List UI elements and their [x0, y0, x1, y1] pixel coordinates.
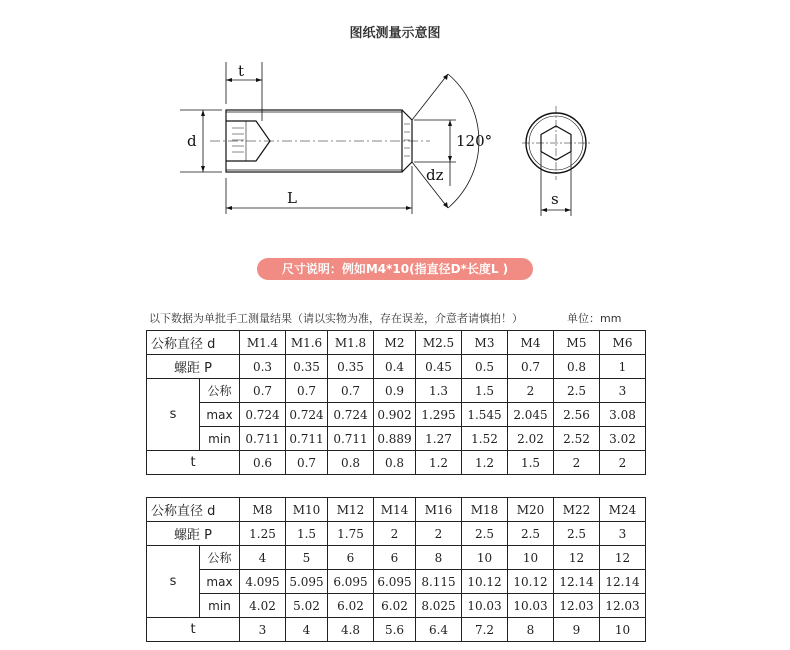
- table-cell: 2.02: [508, 427, 554, 451]
- table-cell: 10: [462, 546, 508, 570]
- table-cell: 0.711: [286, 427, 328, 451]
- table-cell: 1.5: [508, 451, 554, 475]
- table-cell: 4: [286, 618, 328, 642]
- min-header: min: [200, 427, 240, 451]
- label-t: t: [238, 62, 245, 80]
- table-cell: M1.6: [286, 331, 328, 355]
- table-cell: 2.5: [462, 522, 508, 546]
- table-cell: 1.5: [462, 379, 508, 403]
- table-row: [147, 331, 646, 355]
- spec-table-small: [146, 330, 646, 475]
- t-header: t: [147, 451, 240, 475]
- pitch-header: 螺距 P: [147, 522, 240, 546]
- screw-drawing: [0, 0, 790, 250]
- table-cell: 8: [416, 546, 462, 570]
- table-cell: 0.7: [286, 451, 328, 475]
- table-cell: M1.4: [240, 331, 286, 355]
- label-dz: dz: [426, 166, 444, 184]
- table-cell: 0.724: [240, 403, 286, 427]
- label-L: L: [287, 189, 297, 207]
- table-cell: 2.52: [554, 427, 600, 451]
- table-cell: 8.025: [416, 594, 462, 618]
- table-cell: M4: [508, 331, 554, 355]
- table-cell: 0.7: [240, 379, 286, 403]
- table-cell: 5: [286, 546, 328, 570]
- table-row: [147, 594, 646, 618]
- table-cell: 12.14: [600, 570, 646, 594]
- table-cell: 1.545: [462, 403, 508, 427]
- table-cell: 10.03: [462, 594, 508, 618]
- table-cell: 3: [240, 618, 286, 642]
- table-cell: 6.095: [328, 570, 374, 594]
- table-cell: 1.5: [286, 522, 328, 546]
- table-cell: 2: [554, 451, 600, 475]
- table-cell: M12: [328, 498, 374, 522]
- table-cell: 0.902: [374, 403, 416, 427]
- table-cell: 8.115: [416, 570, 462, 594]
- label-s: s: [551, 190, 559, 208]
- table-cell: M3: [462, 331, 508, 355]
- table-cell: 1.25: [240, 522, 286, 546]
- max-header: max: [200, 570, 240, 594]
- table-cell: 4.8: [328, 618, 374, 642]
- table-cell: 1.2: [462, 451, 508, 475]
- table-cell: 0.5: [462, 355, 508, 379]
- table-cell: 6: [374, 546, 416, 570]
- table-cell: 4.02: [240, 594, 286, 618]
- table-cell: 1.2: [416, 451, 462, 475]
- table-cell: 3: [600, 379, 646, 403]
- table-cell: 12.03: [600, 594, 646, 618]
- table-cell: 0.8: [554, 355, 600, 379]
- table-cell: 3: [600, 522, 646, 546]
- table-row: [147, 355, 646, 379]
- table-cell: M2.5: [416, 331, 462, 355]
- table-cell: 0.4: [374, 355, 416, 379]
- table-cell: M16: [416, 498, 462, 522]
- table-cell: 10.03: [508, 594, 554, 618]
- table-row: [147, 451, 646, 475]
- table-row: [147, 570, 646, 594]
- table-cell: 5.6: [374, 618, 416, 642]
- table-cell: 0.45: [416, 355, 462, 379]
- table-cell: 0.7: [328, 379, 374, 403]
- nominal-header: 公称: [200, 379, 240, 403]
- table-row: [147, 546, 646, 570]
- table-row: [147, 427, 646, 451]
- diameter-header: 公称直径 d: [147, 498, 240, 522]
- table-cell: 5.02: [286, 594, 328, 618]
- table-cell: 12: [600, 546, 646, 570]
- table-cell: 1.295: [416, 403, 462, 427]
- spec-table-large: [146, 497, 646, 642]
- table-cell: 0.35: [328, 355, 374, 379]
- table-row: [147, 618, 646, 642]
- table-cell: M2: [374, 331, 416, 355]
- table-cell: 6.02: [374, 594, 416, 618]
- table-cell: 8: [508, 618, 554, 642]
- measurement-note: 以下数据为单批手工测量结果（请以实物为准，存在误差，介意者请慎拍！）: [149, 312, 523, 325]
- diameter-header: 公称直径 d: [147, 331, 240, 355]
- table-row: [147, 379, 646, 403]
- pitch-header: 螺距 P: [147, 355, 240, 379]
- table-cell: 1.3: [416, 379, 462, 403]
- max-header: max: [200, 403, 240, 427]
- table-cell: 0.8: [328, 451, 374, 475]
- table-cell: M22: [554, 498, 600, 522]
- table-cell: 2: [416, 522, 462, 546]
- table-cell: 0.9: [374, 379, 416, 403]
- size-explanation-banner: 尺寸说明：例如M4*10(指直径D*长度L ): [257, 258, 533, 280]
- table-cell: 1.27: [416, 427, 462, 451]
- table-cell: 0.6: [240, 451, 286, 475]
- table-cell: M18: [462, 498, 508, 522]
- s-header: s: [147, 379, 200, 451]
- table-cell: 10.12: [508, 570, 554, 594]
- table-cell: 0.3: [240, 355, 286, 379]
- table-row: [147, 498, 646, 522]
- table-cell: M10: [286, 498, 328, 522]
- table-cell: 6.4: [416, 618, 462, 642]
- table-cell: 6.095: [374, 570, 416, 594]
- table-cell: M5: [554, 331, 600, 355]
- table-cell: M6: [600, 331, 646, 355]
- table-cell: 2.56: [554, 403, 600, 427]
- table-cell: 3.08: [600, 403, 646, 427]
- table-cell: M1.8: [328, 331, 374, 355]
- table-cell: 0.724: [328, 403, 374, 427]
- table-cell: 10: [508, 546, 554, 570]
- table-cell: 12.14: [554, 570, 600, 594]
- table-cell: 2: [508, 379, 554, 403]
- table-cell: 12: [554, 546, 600, 570]
- s-header: s: [147, 546, 200, 618]
- table-cell: 0.7: [508, 355, 554, 379]
- table-cell: 6: [328, 546, 374, 570]
- table-row: [147, 522, 646, 546]
- table-cell: 6.02: [328, 594, 374, 618]
- table-cell: M14: [374, 498, 416, 522]
- min-header: min: [200, 594, 240, 618]
- table-cell: 0.8: [374, 451, 416, 475]
- table-cell: 0.889: [374, 427, 416, 451]
- table-cell: 3.02: [600, 427, 646, 451]
- table-cell: 1: [600, 355, 646, 379]
- table-cell: 0.35: [286, 355, 328, 379]
- table-cell: 2: [374, 522, 416, 546]
- table-cell: 2.5: [554, 522, 600, 546]
- table-cell: 0.7: [286, 379, 328, 403]
- table-cell: 1.75: [328, 522, 374, 546]
- table-cell: 9: [554, 618, 600, 642]
- table-row: [147, 403, 646, 427]
- page-title: 图纸测量示意图: [349, 26, 441, 41]
- table-cell: 2.045: [508, 403, 554, 427]
- table-cell: M24: [600, 498, 646, 522]
- table-cell: 10: [600, 618, 646, 642]
- table-cell: 2.5: [508, 522, 554, 546]
- label-angle: 120°: [456, 132, 493, 150]
- table-cell: 7.2: [462, 618, 508, 642]
- nominal-header: 公称: [200, 546, 240, 570]
- table-cell: 2.5: [554, 379, 600, 403]
- table-cell: 1.52: [462, 427, 508, 451]
- table-cell: M8: [240, 498, 286, 522]
- table-cell: 10.12: [462, 570, 508, 594]
- table-cell: 4: [240, 546, 286, 570]
- table-cell: 0.724: [286, 403, 328, 427]
- table-cell: 4.095: [240, 570, 286, 594]
- table-cell: M20: [508, 498, 554, 522]
- table-cell: 0.711: [240, 427, 286, 451]
- table-cell: 2: [600, 451, 646, 475]
- table-cell: 12.03: [554, 594, 600, 618]
- table-cell: 5.095: [286, 570, 328, 594]
- t-header: t: [147, 618, 240, 642]
- table-cell: 0.711: [328, 427, 374, 451]
- unit-label: 单位：mm: [567, 312, 622, 325]
- label-d: d: [187, 132, 197, 150]
